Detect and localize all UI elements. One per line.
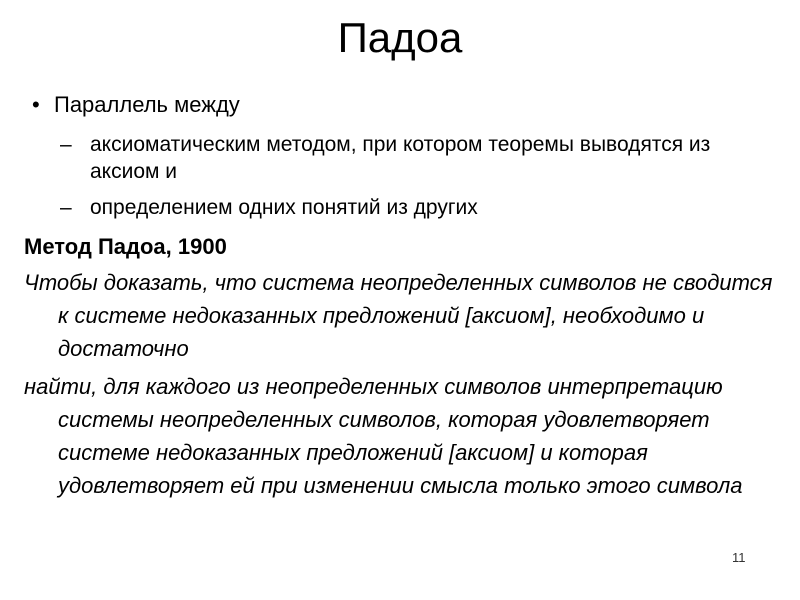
- bullet-text: Параллель между: [54, 92, 240, 117]
- sub-item-text: определением одних понятий из других: [90, 196, 478, 219]
- slide-title: Падоа: [337, 14, 463, 61]
- paragraph-interpretation: найти, для каждого из неопределенных символов интерпретацию системы неопределенных символов, которая удовлетворяет системе недоказанных предложений [аксиом] и которая удовлетворяет ей при изменении смысла только этого символа: [24, 374, 743, 498]
- sub-item-definition: [60, 194, 740, 221]
- bullet-marker: •: [32, 92, 40, 117]
- method-heading: Метод Падоа, 1900: [24, 234, 227, 259]
- sub-item-text: аксиоматическим методом, при котором теоремы выводятся из аксиом и: [90, 133, 711, 183]
- dash-marker: –: [60, 133, 72, 156]
- bullet-item: [32, 90, 240, 120]
- dash-marker: –: [60, 196, 72, 219]
- sub-item-axiomatic-method: [60, 131, 740, 185]
- page-number: 11: [732, 550, 746, 565]
- paragraph-condition: Чтобы доказать, что система неопределенных символов не сводится к системе недоказанных предложений [аксиом], необходимо и достаточно: [24, 270, 773, 361]
